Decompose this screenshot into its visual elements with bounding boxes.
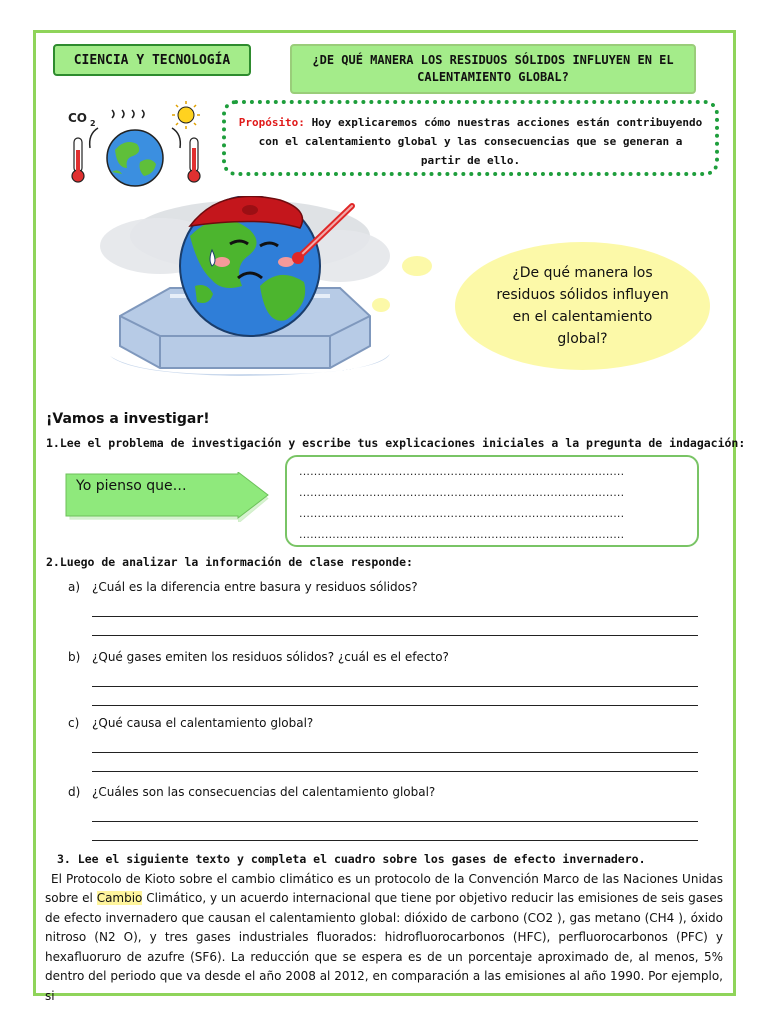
question-letter: c) [68,716,80,730]
question-letter: b) [68,650,81,664]
answer-line[interactable] [92,734,698,753]
thought-dot-medium [402,256,432,276]
answer-line[interactable] [92,617,698,636]
think-label: Yo pienso que… [76,478,187,494]
title-text: ¿DE QUÉ MANERA LOS RESIDUOS SÓLIDOS INFLUYEN EN EL CALENTAMIENTO GLOBAL? [312,53,674,84]
melting-earth-illustration [100,196,390,381]
question-d [68,785,698,841]
question-b [68,650,698,706]
worksheet-title [290,44,696,94]
thought-bubble-text: ¿De qué manera los residuos sólidos influyen en el calentamiento global? [496,265,669,347]
answer-line[interactable] [92,822,698,841]
question-letter: a) [68,580,81,594]
highlighted-word: Cambio [96,891,143,905]
question-text: ¿Qué causa el calentamiento global? [92,716,314,730]
co2-earth-icon [60,100,220,190]
question-c [68,716,698,772]
answer-line[interactable]: ........................................................................................ [299,465,625,478]
subject-text: CIENCIA Y TECNOLOGÍA [73,52,231,68]
kyoto-reading-section [45,850,723,1006]
subject-label [53,44,251,76]
co2-label: CO [68,111,88,125]
answer-line[interactable]: ........................................................................................ [299,507,625,520]
purpose-label: Propósito: [238,116,305,129]
answer-line[interactable] [92,753,698,772]
question-text: ¿Cuál es la diferencia entre basura y residuos sólidos? [92,580,418,594]
question-1: 1.Lee el problema de investigación y escribe tus explicaciones iniciales a la pregunta de indagación: [46,436,746,450]
section-3-heading: 3. Lee el siguiente texto y completa el cuadro sobre los gases de efecto invernadero. [57,852,646,866]
question-text: ¿Qué gases emiten los residuos sólidos? ¿cuál es el efecto? [92,650,449,664]
question-text: ¿Cuáles son las consecuencias del calentamiento global? [92,785,436,799]
thought-dot-small [372,298,390,312]
kyoto-paragraph [45,870,723,1007]
question-2: 2.Luego de analizar la información de clase responde: [46,555,413,569]
answer-line[interactable]: ........................................................................................ [299,486,625,499]
question-a [68,580,698,636]
paragraph-part: El Protocolo de Kioto sobre el cambio climático es un protocolo de la Convención Marco de las Naciones Unidas sobre el [45,871,723,905]
investigate-heading: ¡Vamos a investigar! [46,411,210,427]
paragraph-part: Climático, y un acuerdo internacional que tiene por objetivo reducir las emisiones de seis gases de efecto invernadero que causan el calentamiento global: dióxido de carbono (CO2 ), gas metano (CH4 ), óxido nitroso (N2 O), y tres gases industriales fluorados: hidrofluorocarbonos (HFC), perfluorocarbonos (PFC) y hexafluoruro de azufre (SF6). La reducción que se espera es de un porcentaje aproximado de, al menos, 5% dentro del periodo que va desde el año 2008 al 2012, en comparación a las emisiones al año 1990. Por ejemplo, si [45,891,724,1003]
initial-answer-box[interactable] [285,455,699,547]
answer-line[interactable] [92,668,698,687]
answer-line[interactable] [92,598,698,617]
co2-subscript: 2 [90,119,96,128]
purpose-box [222,100,719,176]
answer-line[interactable] [92,687,698,706]
answer-line[interactable]: ........................................................................................ [299,528,625,541]
thought-bubble [455,242,710,370]
question-letter: d) [68,785,81,799]
purpose-text: Hoy explicaremos cómo nuestras acciones están contribuyendo con el calentamiento global y las consecuencias que se generan a partir de ello. [258,116,703,167]
answer-line[interactable] [92,803,698,822]
